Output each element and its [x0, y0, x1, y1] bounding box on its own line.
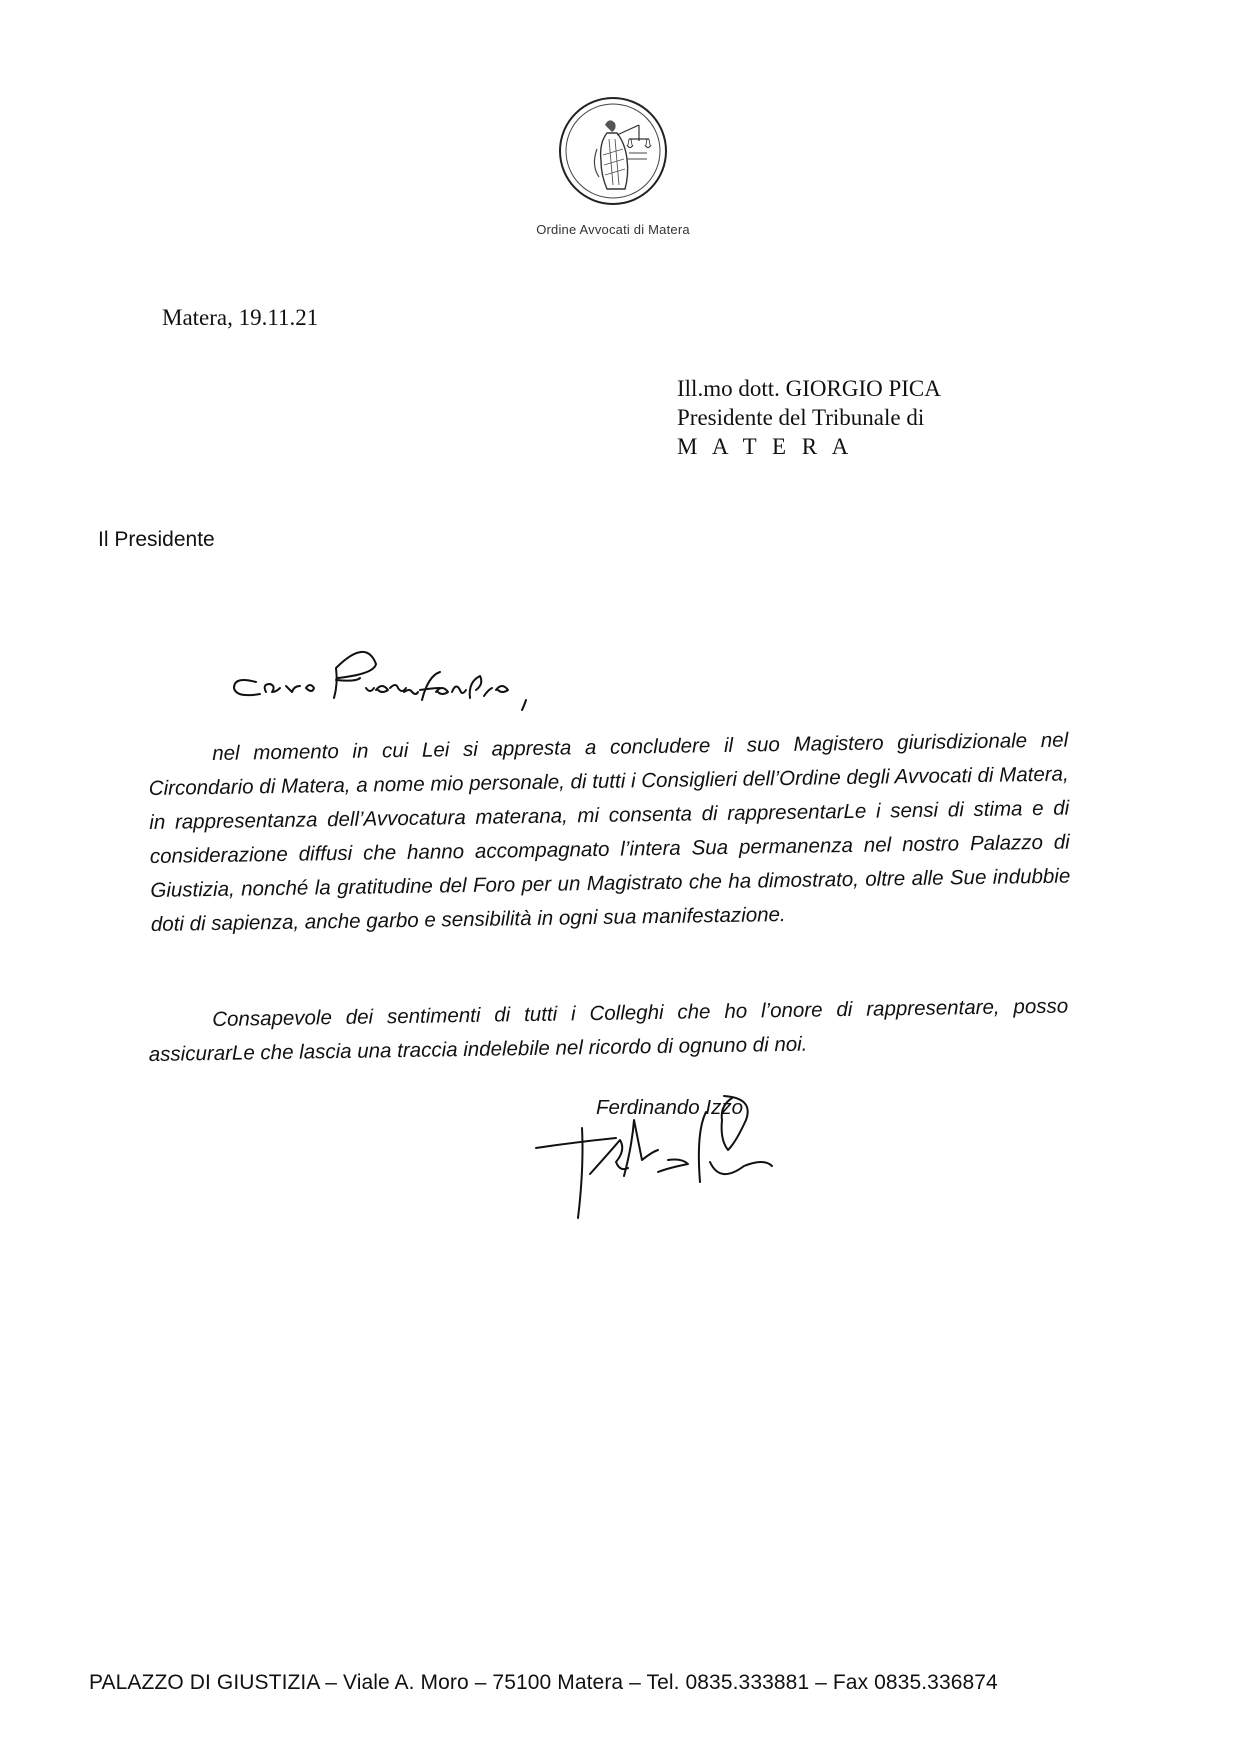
- handwritten-salutation: [226, 640, 596, 720]
- organization-name: Ordine Avvocati di Matera: [536, 222, 690, 237]
- justice-scales-seal-icon: [557, 95, 669, 207]
- handwritten-signature: [528, 1050, 868, 1230]
- body-paragraph-2: Consapevole dei sentimenti di tutti i Colleghi che ho l’onore di rappresentare, posso assicurarLe che lascia una traccia indelebile nel ricordo di ognuno di noi.: [148, 994, 1069, 1066]
- recipient-city: M A T E R A: [677, 434, 854, 459]
- date-line: Matera, 19.11.21: [162, 305, 319, 330]
- sender-title: Il Presidente: [98, 528, 215, 551]
- recipient-name: Ill.mo dott. GIORGIO PICA: [677, 376, 941, 401]
- footer-address: PALAZZO DI GIUSTIZIA – Viale A. Moro – 75100 Matera – Tel. 0835.333881 – Fax 0835.336874: [89, 1671, 998, 1694]
- recipient-address: [677, 374, 941, 461]
- body-paragraph-1: nel momento in cui Lei si appresta a concludere il suo Magistero giurisdizionale nel Circondario di Matera, a nome mio personale, di tutti i Consiglieri dell’Ordine degli Avvocati di Matera, in rappresentanza dell’Avvocatura materana, mi consenta di rappresentarLe i sensi di stima e di considerazione diffusi che hanno accompagnato l’intera Sua permanenza nel nostro Palazzo di Giustizia, nonché la gratitudine del Foro per un Magistrato che ha dimostrato, oltre alle Sue indubbie doti di sapienza, anche garbo e sensibilità in ogni sua manifestazione.: [148, 728, 1071, 936]
- signer-name: Ferdinando Izzo: [596, 1096, 744, 1119]
- recipient-title: Presidente del Tribunale di: [677, 405, 925, 430]
